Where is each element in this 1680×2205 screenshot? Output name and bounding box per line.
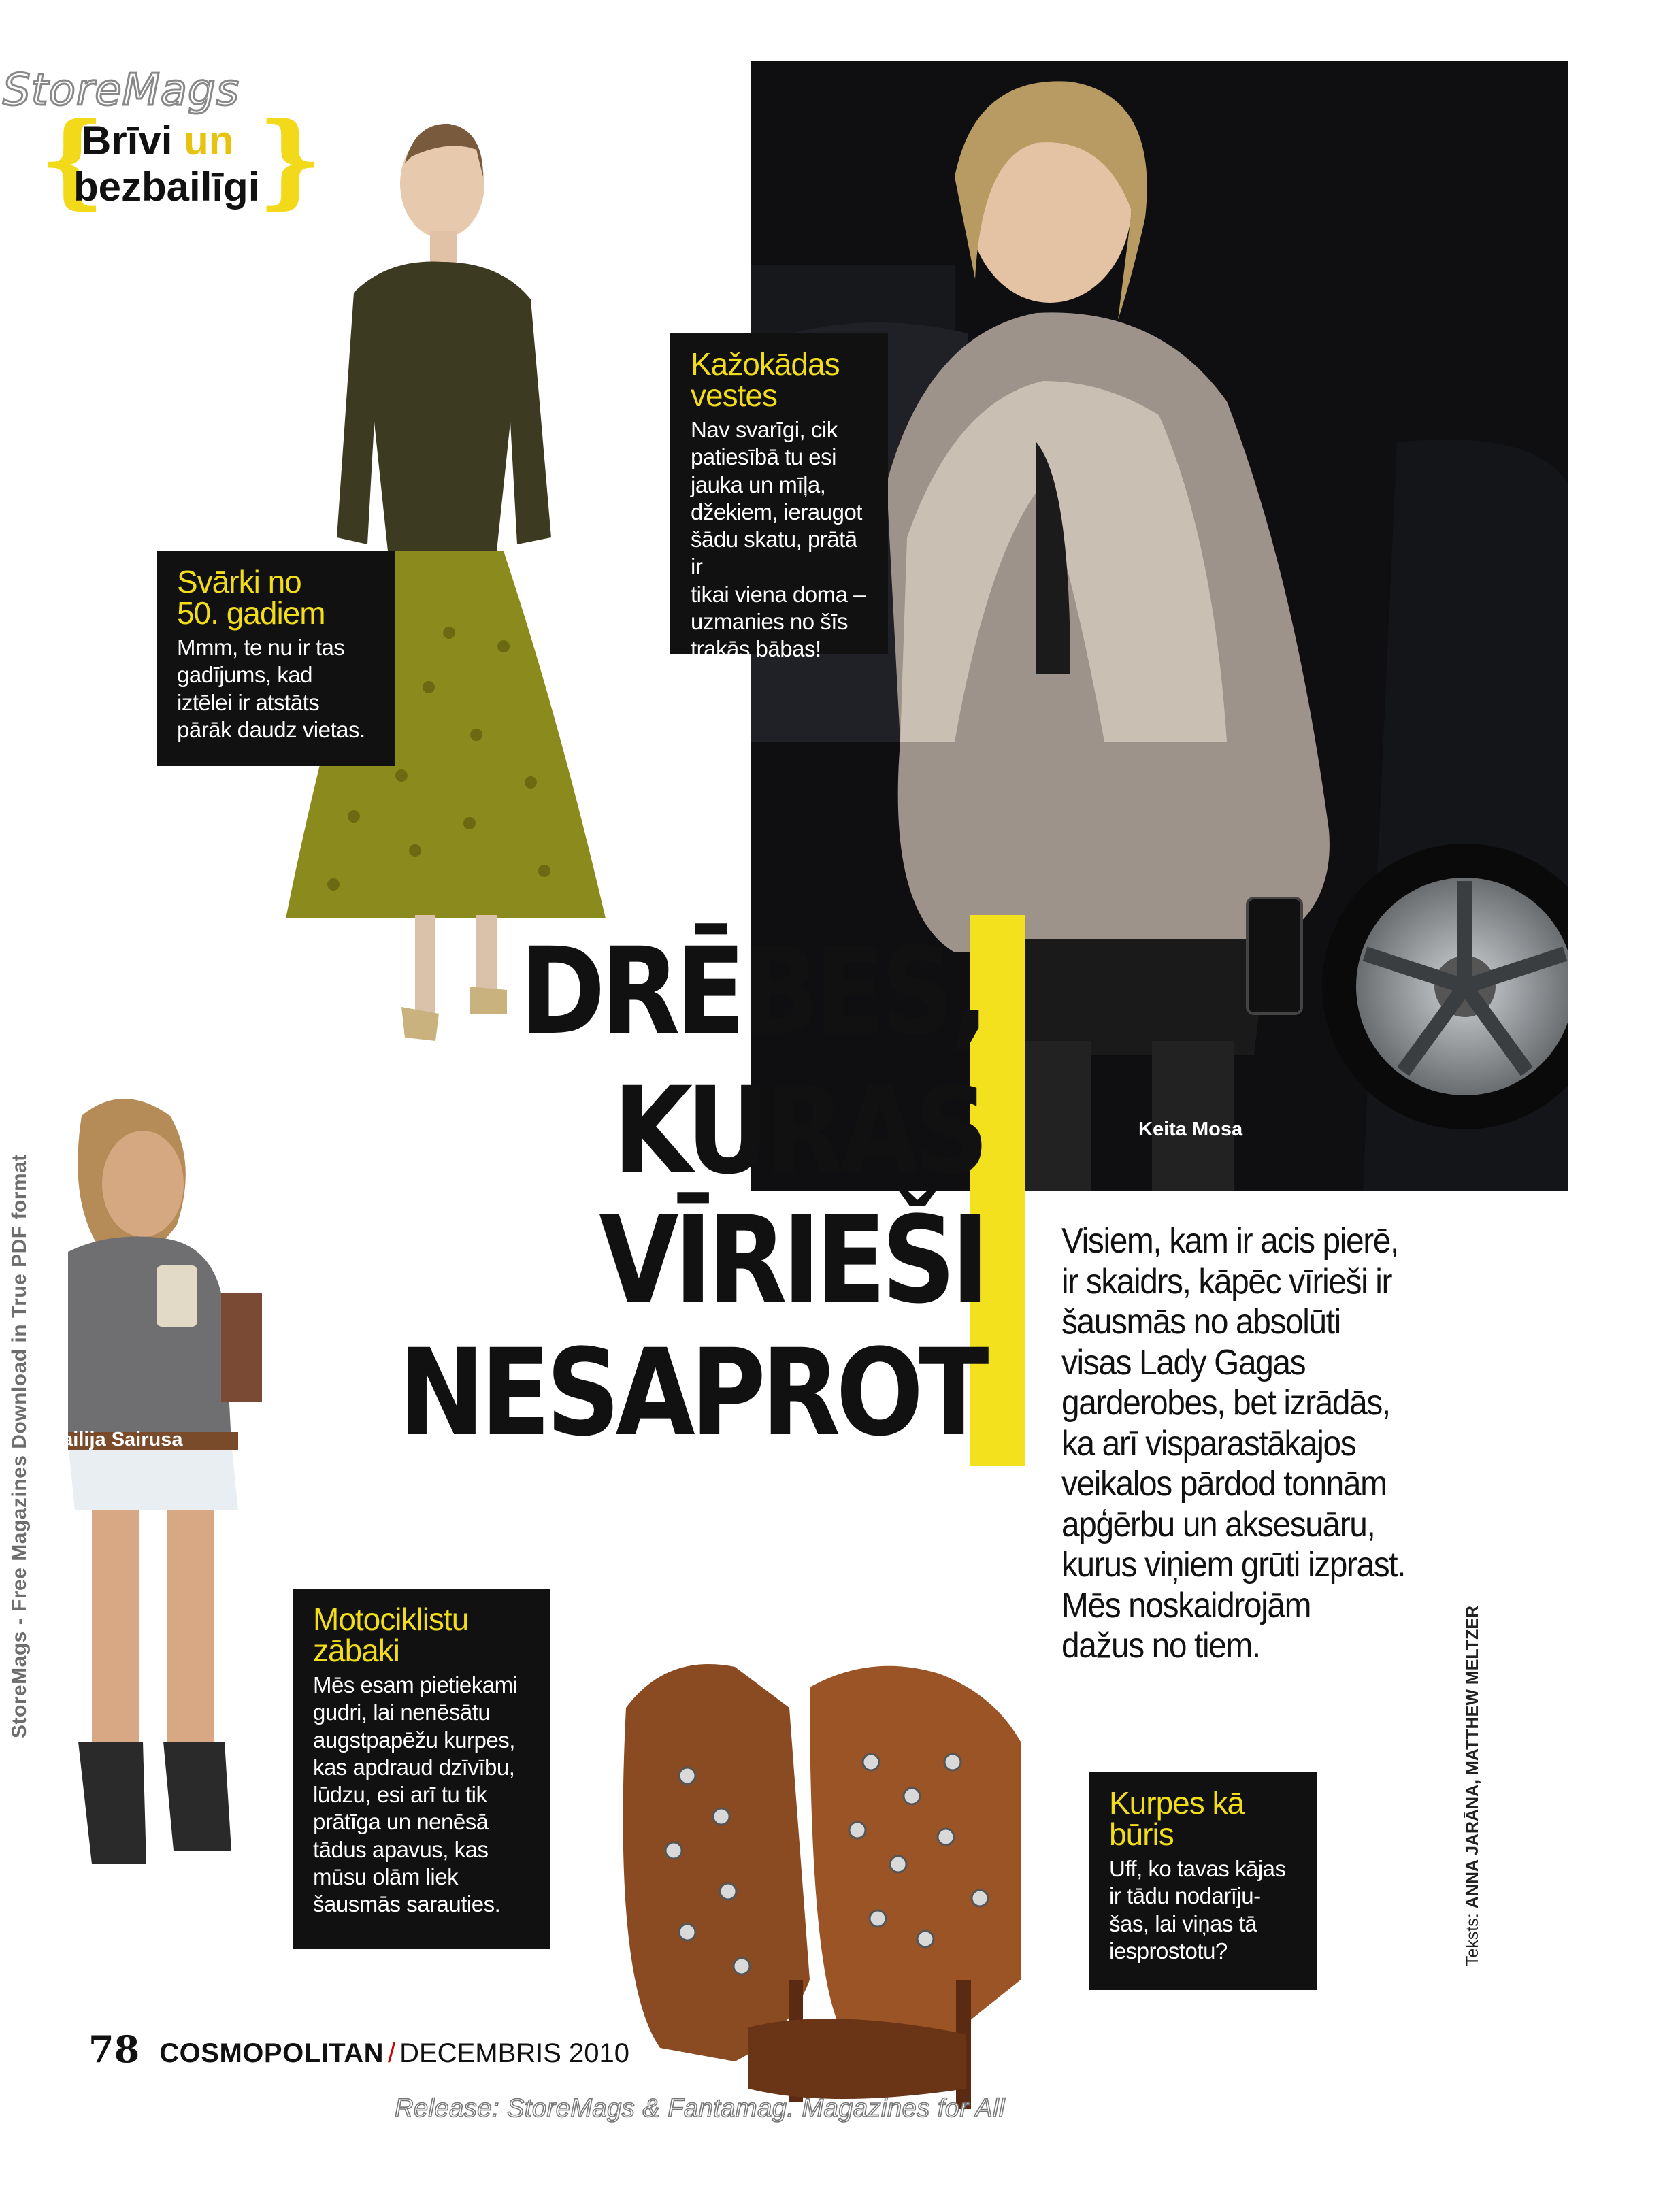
caption-fur-body: Nav svarīgi, cik patiesībā tu esi jauka un mīļa, džekiem, ieraugot šādu skatu, prātā ir tikai viena doma – uzmanies no šīs trakās bābas! [691, 417, 866, 661]
caption-boots-title-1: Motociklistu [313, 1602, 469, 1637]
watermark-top: StoreMags [3, 65, 240, 116]
headline-line-3: VĪRIEŠI [599, 1191, 985, 1330]
caption-fur-title-1: Kažokādas [691, 346, 840, 382]
headline-line-1: DRĒBES, [520, 922, 985, 1061]
label-mailija-sairusa: Mailija Sairusa [46, 1429, 183, 1450]
caption-fur-title-2: vestes [691, 378, 777, 413]
page-footer [88, 2027, 629, 2071]
credits: Teksts: ANNA JARĀNA, MATTHEW MELTZER [1463, 1605, 1482, 1966]
footer-separator: / [387, 2038, 396, 2068]
label-keita-mosa: Keita Mosa [1138, 1118, 1243, 1140]
caption-skirt-title-1: Svārki no [177, 564, 301, 599]
photo-cage-shoes [585, 1626, 1075, 2116]
section-title-line2: bezbailīgi [73, 164, 260, 210]
watermark-side: StoreMags - Free Magazines Download in True PDF format [8, 1154, 31, 1738]
caption-cage-title-2: būris [1109, 1817, 1174, 1852]
caption-biker-boots [293, 1589, 550, 1949]
right-brace-icon: } [257, 100, 323, 220]
photo-mailija-sairusa [27, 1089, 299, 1939]
headline-line-2: KURAS [613, 1061, 985, 1201]
caption-skirt-title-2: 50. gadiem [177, 595, 325, 631]
page-number: 78 [88, 2027, 140, 2071]
magazine-name: COSMOPOLITAN [159, 2038, 384, 2068]
left-brace-icon: { [39, 100, 105, 220]
issue-date: DECEMBRIS 2010 [399, 2038, 630, 2068]
headline-line-4: NESAPROT [399, 1323, 985, 1463]
caption-boots-body: Mēs esam pietiekami gudri, lai nenēsātu augstpapēžu kurpes, kas apdraud dzīvību, lūdzu, esi arī tu tik prātīga un nenēsā tādus apavus, kas mūsu olām liek šausmās sarauties. [313, 1672, 518, 1917]
caption-skirt [157, 551, 395, 766]
caption-cage-shoes [1089, 1772, 1317, 1990]
section-title-line1: Brīvi un [82, 118, 234, 163]
caption-skirt-body: Mmm, te nu ir tas gadījums, kad iztēlei ir atstāts pārāk daudz vietas. [177, 635, 365, 742]
release-watermark: Release: StoreMags & Fantamag. Magazines for All [395, 2094, 1005, 2123]
intro-paragraph: Visiem, kam ir acis pierē, ir skaidrs, kāpēc vīrieši ir šausmās no absolūti visas Lady Gagas garderobes, bet izrādās, ka arī visparastākajos veikalos pārdod tonnām apģērbu un aksesuāru, kurus viņiem grūti izprast. Mēs noskaidrojām dažus no tiem. [1061, 1221, 1406, 1666]
section-badge [39, 100, 323, 220]
caption-cage-title-1: Kurpes kā [1109, 1785, 1245, 1821]
caption-boots-title-2: zābaki [313, 1633, 399, 1668]
caption-cage-body: Uff, ko tavas kājas ir tādu nodarīju- šas, lai viņas tā iesprostotu? [1109, 1856, 1286, 1963]
caption-fur-vest [670, 333, 888, 661]
